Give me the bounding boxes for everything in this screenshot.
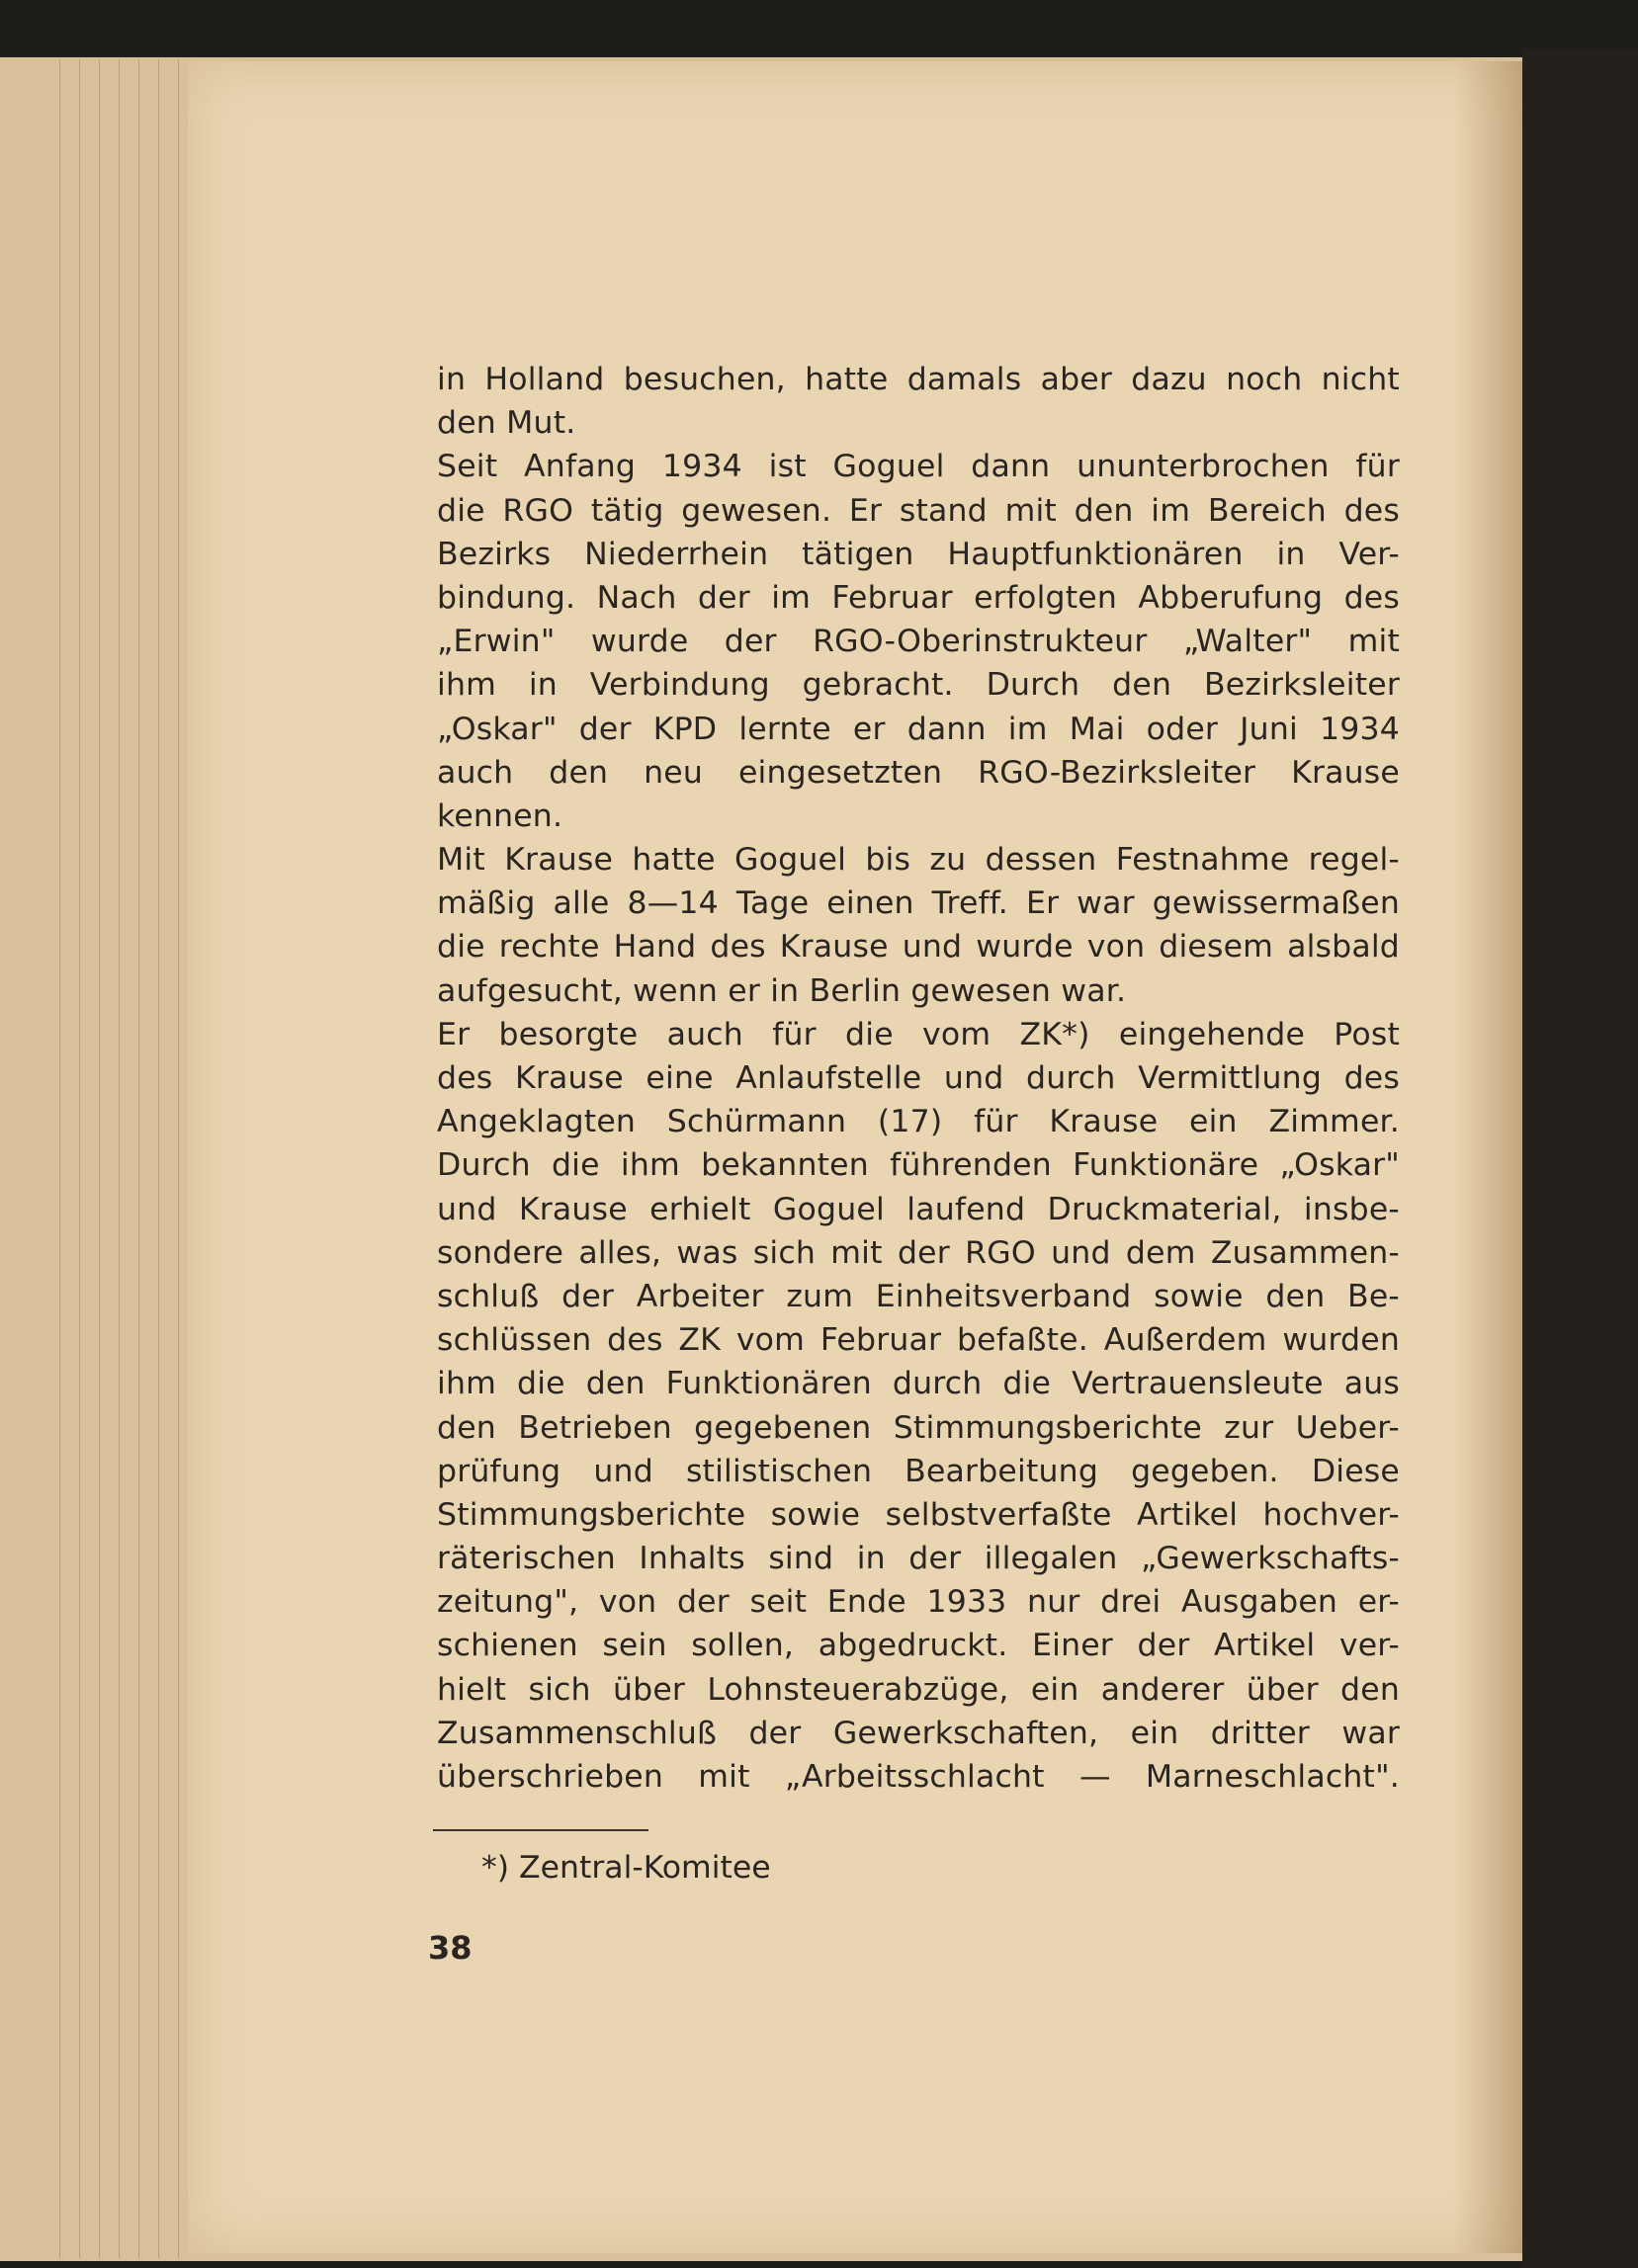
text-line: die rechte Hand des Krause und wurde von diesem alsbald	[437, 929, 1400, 966]
page-number: 38	[428, 1929, 473, 1967]
footnote: *) Zentral-Komitee	[481, 1850, 771, 1886]
text-line: ihm die den Funktionären durch die Vertrauensleute aus	[437, 1366, 1400, 1402]
text-line: bindung. Nach der im Februar erfolgten Abberufung des	[437, 579, 1400, 616]
footnote-rule	[433, 1829, 648, 1831]
page-gutter-shadow	[1453, 61, 1522, 2253]
text-line: schienen sein sollen, abgedruckt. Einer der Artikel ver-	[437, 1628, 1400, 1664]
text-line: den Mut.	[437, 405, 576, 442]
text-line: hielt sich über Lohnsteuerabzüge, ein anderer über den	[437, 1671, 1400, 1708]
text-line: Er besorgte auch für die vom ZK*) eingehende Post	[437, 1016, 1400, 1052]
text-line: prüfung und stilistischen Bearbeitung gegeben. Diese	[437, 1453, 1400, 1489]
page-edge	[178, 59, 179, 2258]
text-line: kennen.	[437, 798, 563, 834]
text-line: zeitung", von der seit Ende 1933 nur drei Ausgaben er-	[437, 1584, 1400, 1621]
text-line: Angeklagten Schürmann (17) für Krause ein Zimmer.	[437, 1104, 1400, 1140]
text-line: ihm in Verbindung gebracht. Durch den Bezirksleiter	[437, 667, 1400, 704]
text-line: sondere alles, was sich mit der RGO und dem Zusammen-	[437, 1234, 1400, 1271]
text-line: überschrieben mit „Arbeitsschlacht — Marneschlacht".	[437, 1759, 1400, 1795]
page-edge	[158, 59, 159, 2258]
text-line: schluß der Arbeiter zum Einheitsverband sowie den Be-	[437, 1278, 1400, 1314]
body-text	[437, 358, 1400, 1799]
text-line: aufgesucht, wenn er in Berlin gewesen war.	[437, 972, 1127, 1009]
text-line: schlüssen des ZK vom Februar befaßte. Außerdem wurden	[437, 1322, 1400, 1359]
page-edge	[138, 59, 139, 2258]
page-edge	[99, 59, 100, 2258]
text-line: in Holland besuchen, hatte damals aber dazu noch nicht	[437, 362, 1400, 397]
text-line: die RGO tätig gewesen. Er stand mit den im Bereich des	[437, 492, 1400, 529]
page-edge	[59, 59, 60, 2258]
text-line: „Oskar" der KPD lernte er dann im Mai oder Juni 1934	[437, 711, 1400, 747]
page-edge	[119, 59, 120, 2258]
text-line: Bezirks Niederrhein tätigen Hauptfunktionären in Ver-	[437, 536, 1400, 572]
text-line: mäßig alle 8—14 Tage einen Treff. Er war gewissermaßen	[437, 885, 1400, 922]
text-line: Zusammenschluß der Gewerkschaften, ein dritter war	[437, 1715, 1400, 1751]
text-line: Durch die ihm bekannten führenden Funktionäre „Oskar"	[437, 1147, 1400, 1184]
text-line: räterischen Inhalts sind in der illegalen „Gewerkschafts-	[437, 1541, 1400, 1577]
text-line: auch den neu eingesetzten RGO-Bezirksleiter Krause	[437, 754, 1400, 791]
text-line: Mit Krause hatte Goguel bis zu dessen Festnahme regel-	[437, 842, 1400, 879]
text-line: Stimmungsberichte sowie selbstverfaßte Artikel hochver-	[437, 1496, 1400, 1533]
page-edge	[79, 59, 80, 2258]
text-line: den Betrieben gegebenen Stimmungsberichte zur Ueber-	[437, 1409, 1400, 1446]
book-spine	[1522, 49, 1638, 2268]
text-line: „Erwin" wurde der RGO-Oberinstrukteur „Walter" mit	[437, 624, 1400, 660]
text-line: und Krause erhielt Goguel laufend Druckmaterial, insbe-	[437, 1191, 1400, 1227]
text-line: des Krause eine Anlaufstelle und durch Vermittlung des	[437, 1060, 1400, 1096]
text-line: Seit Anfang 1934 ist Goguel dann ununterbrochen für	[437, 449, 1400, 485]
